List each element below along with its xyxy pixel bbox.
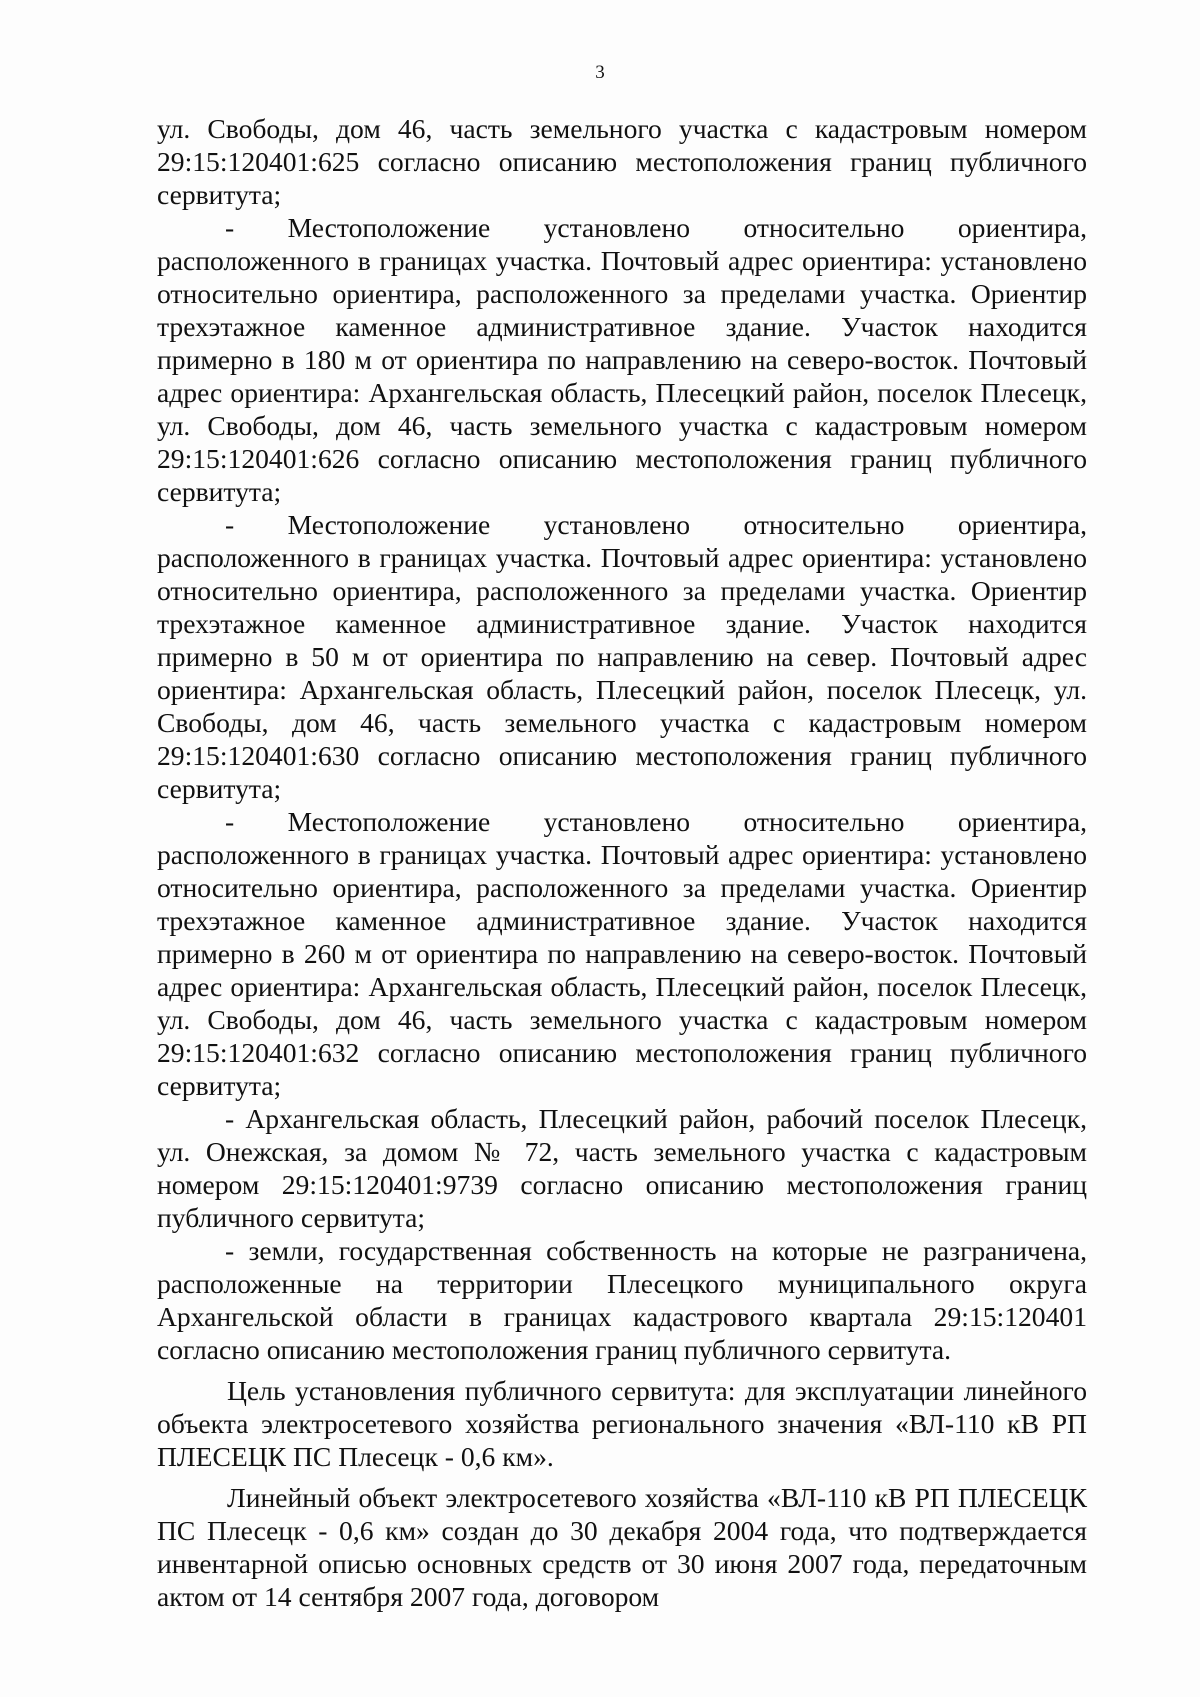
paragraph-cadastral-626: - Местоположение установлено относительно ориентира, расположенного в границах участка. Почтовый адрес ориентира: установлено относительно ориентира, расположенного за пределами участка. Ориентир трехэтажное каменное административное здание. Участок находится примерно в 180 м от ориентира по направлению на северо-восток. Почтовый адрес ориентира: Архангельская область, Плесецкий район, поселок Плесецк, ул. Свободы, дом 46, часть земельного участка с кадастровым номером 29:15:120401:626 согласно описанию местоположения границ публичного сервитута;: [157, 212, 1087, 507]
document-body: [157, 112, 1087, 1613]
paragraph-linear-object: Линейный объект электросетевого хозяйства «ВЛ-110 кВ РП ПЛЕСЕЦК ПС Плесецк - 0,6 км» создан до 30 декабря 2004 года, что подтверждается инвентарной описью основных средств от 30 июня 2007 года, передаточным актом от 14 сентября 2007 года, договором: [157, 1482, 1087, 1612]
paragraph-cadastral-630: - Местоположение установлено относительно ориентира, расположенного в границах участка. Почтовый адрес ориентира: установлено относительно ориентира, расположенного за пределами участка. Ориентир трехэтажное каменное административное здание. Участок находится примерно в 50 м от ориентира по направлению на север. Почтовый адрес ориентира: Архангельская область, Плесецкий район, поселок Плесецк, ул. Свободы, дом 46, часть земельного участка с кадастровым номером 29:15:120401:630 согласно описанию местоположения границ публичного сервитута;: [157, 509, 1087, 804]
paragraph-cadastral-632: - Местоположение установлено относительно ориентира, расположенного в границах участка. Почтовый адрес ориентира: установлено относительно ориентира, расположенного за пределами участка. Ориентир трехэтажное каменное административное здание. Участок находится примерно в 260 м от ориентира по направлению на северо-восток. Почтовый адрес ориентира: Архангельская область, Плесецкий район, поселок Плесецк, ул. Свободы, дом 46, часть земельного участка с кадастровым номером 29:15:120401:632 согласно описанию местоположения границ публичного сервитута;: [157, 806, 1087, 1101]
paragraph-servitude-purpose: Цель установления публичного сервитута: для эксплуатации линейного объекта электросетевого хозяйства регионального значения «ВЛ-110 кВ РП ПЛЕСЕЦК ПС Плесецк - 0,6 км».: [157, 1375, 1087, 1472]
paragraph-cadastral-625: ул. Свободы, дом 46, часть земельного участка с кадастровым номером 29:15:120401:625 согласно описанию местоположения границ публичного сервитута;: [157, 113, 1087, 210]
page-number: 3: [595, 62, 605, 83]
paragraph-cadastral-9739: - Архангельская область, Плесецкий район, рабочий поселок Плесецк, ул. Онежская, за домом № 72, часть земельного участка с кадастровым номером 29:15:120401:9739 согласно описанию местоположения границ публичного сервитута;: [157, 1103, 1087, 1233]
paragraph-state-lands: - земли, государственная собственность на которые не разграничена, расположенные на территории Плесецкого муниципального округа Архангельской области в границах кадастрового квартала 29:15:120401 согласно описанию местоположения границ публичного сервитута.: [157, 1235, 1087, 1365]
